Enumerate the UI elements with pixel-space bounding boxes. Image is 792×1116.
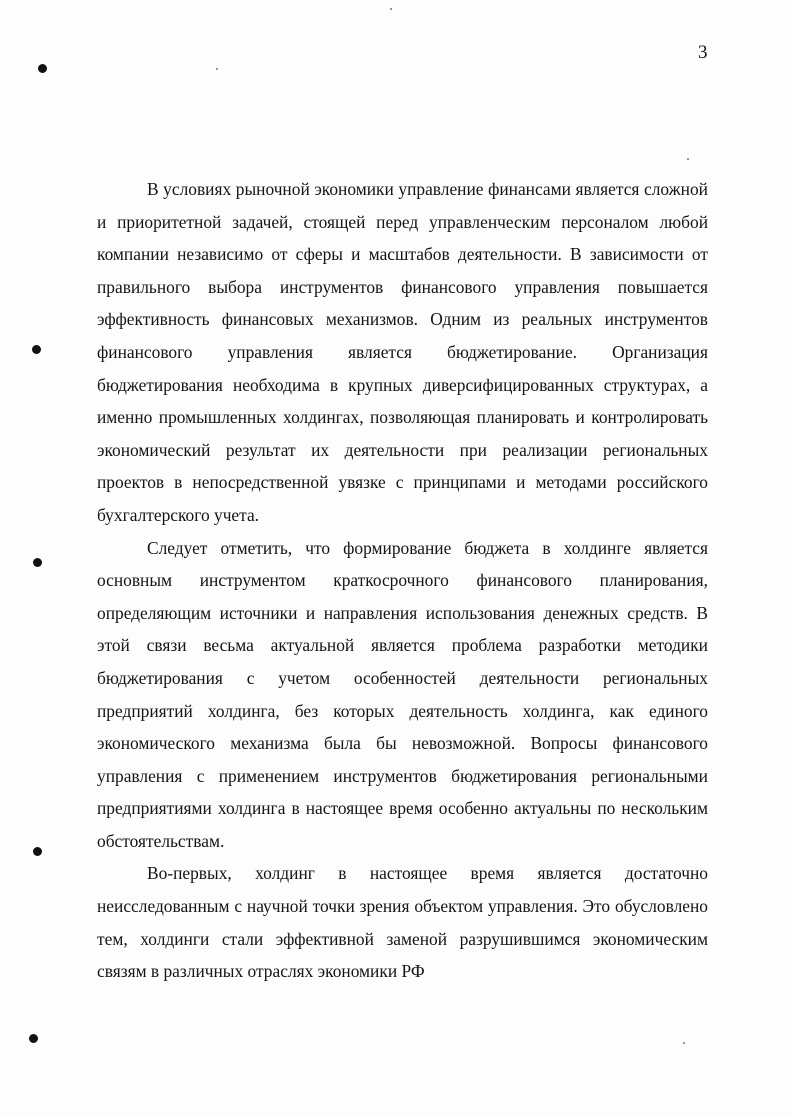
scan-speck — [683, 1042, 685, 1044]
scan-speck — [390, 8, 392, 10]
paragraph-3: Во-первых, холдинг в настоящее время является достаточно неисследованным с научной точки зрения объектом управления. Это обусловлено тем, холдинги стали эффективной заменой разрушившимся экономическим связям в различных отраслях экономики РФ — [97, 863, 708, 982]
paragraph-2: Следует отметить, что формирование бюджета в холдинге является основным инструментом краткосрочного финансового планирования, определяющим источники и направления использования денежных средств. В этой связи весьма актуальной является проблема разработки методики бюджетирования с учетом особенностей деятельности региональных предприятий холдинга, без которых деятельность холдинга, как единого экономического механизма была бы невозможной. Вопросы финансового управления с применением инструментов бюджетирования региональными предприятиями холдинга в настоящее время особенно актуальны по нескольким обстоятельствам. — [97, 537, 708, 851]
paragraph-1: В условиях рыночной экономики управление финансами является сложной и приоритетной задачей, стоящей перед управленческим персоналом любой компании независимо от сферы и масштабов деятельности. В зависимости от правильного выбора инструментов финансового управления повышается эффективность финансовых механизмов. Одним из реальных инструментов финансового управления является бюджетирование. Организация бюджетирования необходима в крупных диверсифицированных структурах, а именно промышленных холдингах, позволяющая планировать и контролировать экономический результат их деятельности при реализации региональных проектов в непосредственной увязке с принципами и методами российского бухгалтерского учета. — [97, 179, 708, 525]
binding-hole-mark — [33, 847, 42, 856]
binding-hole-mark — [32, 345, 41, 354]
scan-speck — [687, 158, 689, 160]
binding-hole-mark — [38, 64, 47, 73]
body-text — [97, 173, 708, 988]
scan-speck — [216, 68, 218, 70]
page-number: 3 — [698, 42, 708, 63]
binding-hole-mark — [29, 1034, 38, 1043]
binding-hole-mark — [33, 558, 42, 567]
